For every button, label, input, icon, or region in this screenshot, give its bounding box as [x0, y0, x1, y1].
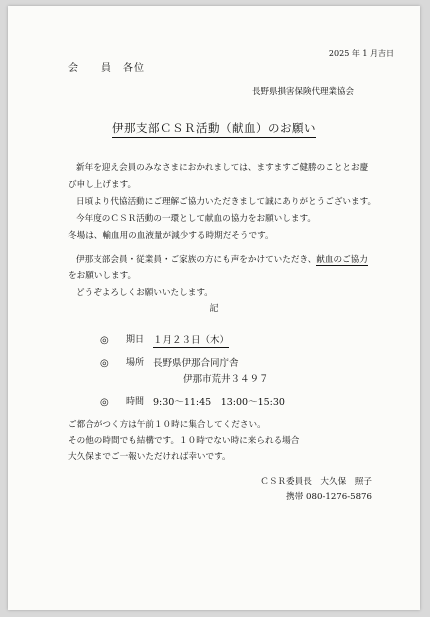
note-line: 大久保までご一報いただければ幸いです。: [68, 452, 231, 462]
document-title: 伊那支部ＣＳＲ活動（献血）のお願い: [8, 123, 420, 135]
closing-line: どうぞよろしくお願いいたします。: [76, 288, 213, 298]
time-label: 時間: [126, 397, 145, 407]
document-page: [8, 6, 420, 610]
place-address: 伊那市荒井３４９７: [183, 374, 269, 385]
bullet-icon: ◎: [100, 358, 109, 369]
place-label: 場所: [126, 358, 145, 368]
time-value: 9:30～11:45 13:00～15:30: [153, 397, 285, 408]
bullet-icon: ◎: [100, 335, 109, 346]
place-value: 長野県伊那合同庁舎: [153, 358, 239, 369]
request-line: をお願いします。: [68, 271, 137, 281]
document-date: 2025 年 1 月吉日: [328, 49, 394, 58]
date-value: １月２３日（木）: [153, 335, 230, 346]
note-line: ご都合がつく方は午前１０時に集合してください。: [68, 420, 266, 430]
body-line: 日頃より代協活動にご理解ご協力いただきまして誠にありがとうございます。: [76, 197, 377, 207]
body-line: び申し上げます。: [68, 180, 137, 190]
body-line: 冬場は、輸血用の血液量が減少する時期だそうです。: [68, 231, 274, 241]
body-line: 今年度のＣＳＲ活動の一環として献血の協力をお願いします。: [76, 214, 316, 224]
bullet-icon: ◎: [100, 397, 109, 408]
addressee: 会 員 各位: [68, 63, 145, 74]
date-label: 期日: [126, 335, 145, 345]
ki-heading: 記: [209, 304, 219, 314]
sender-organization: 長野県損害保険代理業協会: [251, 87, 354, 97]
note-line: その他の時間でも結構です。１０時でない時に来られる場合: [68, 436, 300, 446]
request-line: 伊那支部会員・従業員・ご家族の方にも声をかけていただき、献血のご協力: [76, 255, 368, 265]
body-line: 新年を迎え会員のみなさまにおかれましては、ますますご健勝のこととお慶: [76, 163, 369, 173]
blood-donation-emphasis: 献血のご協力: [316, 255, 368, 265]
signature: ＣＳＲ委員長 大久保 照子: [260, 477, 372, 487]
contact-phone: 携帯 080-1276-5876: [286, 492, 372, 502]
